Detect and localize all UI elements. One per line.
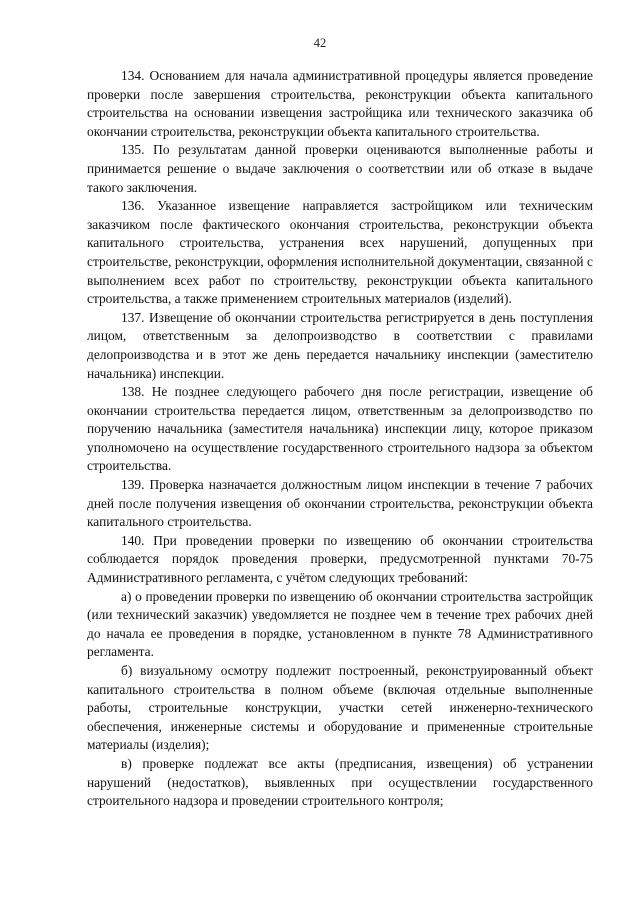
subparagraph-b: б) визуальному осмотру подлежит построенный, реконструированный объект капитального строительства в полном объеме (включая отдельные выполненные работы, строительные конструкции, участки сетей инженерно-технического обеспечения, инженерные системы и оборудование и примененные строительные материалы (изделия);	[87, 663, 593, 753]
paragraph-139: 139. Проверка назначается должностным лицом инспекции в течение 7 рабочих дней после получения извещения об окончании строительства, реконструкции объекта капитального строительства.	[87, 477, 593, 530]
paragraph-140: 140. При проведении проверки по извещению об окончании строительства соблюдается порядок проведения проверки, предусмотренной пунктами 70-75 Административного регламента, с учётом следующих требований:	[87, 532, 593, 586]
paragraph-138: 138. Не позднее следующего рабочего дня после регистрации, извещение об окончании строительства передается лицом, ответственным за делопроизводство по поручению начальника (заместителя начальника) инспекции лицу, которое приказом уполномочено на осуществление государственного строительного надзора за объектом строительства.	[87, 384, 593, 474]
paragraph-137: 137. Извещение об окончании строительства регистрируется в день поступления лицом, ответственным за делопроизводство в соответствии с правилами делопроизводства и в этот же день передается начальнику инспекции (заместителю начальника) инспекции.	[87, 309, 593, 381]
subparagraph-a: а) о проведении проверки по извещению об окончании строительства застройщик (или технический заказчик) уведомляется не позднее чем в течение трех рабочих дней до начала ее проведения в порядке, установленном в пункте 78 Административного регламента.	[87, 588, 593, 660]
paragraph-136: 136. Указанное извещение направляется застройщиком или техническим заказчиком после фактического окончания строительства, реконструкции объекта капитального строительства, устранения всех нарушений, допущенных при строительстве, реконструкции, оформления исполнительной документации, связанной с выполнением всех работ по строительству, реконструкции объекта капитального строительства, а также применением строительных материалов (изделий).	[87, 198, 593, 307]
subparagraph-v: в) проверке подлежат все акты (предписания, извещения) об устранении нарушений (недостатков), выявленных при осуществлении государственного строительного надзора и проведении строительного контроля;	[87, 755, 593, 809]
paragraph-135: 135. По результатам данной проверки оцениваются выполненные работы и принимается решение о выдаче заключения о соответствии или об отказе в выдаче такого заключения.	[87, 142, 593, 195]
page-number: 42	[313, 36, 327, 50]
paragraph-134: 134. Основанием для начала административной процедуры является проведение проверки после завершения строительства, реконструкции объекта капитального строительства на основании извещения застройщика или технического заказчика об окончании строительства, реконструкции объекта капитального строительства.	[87, 68, 593, 139]
document-body	[87, 67, 593, 811]
